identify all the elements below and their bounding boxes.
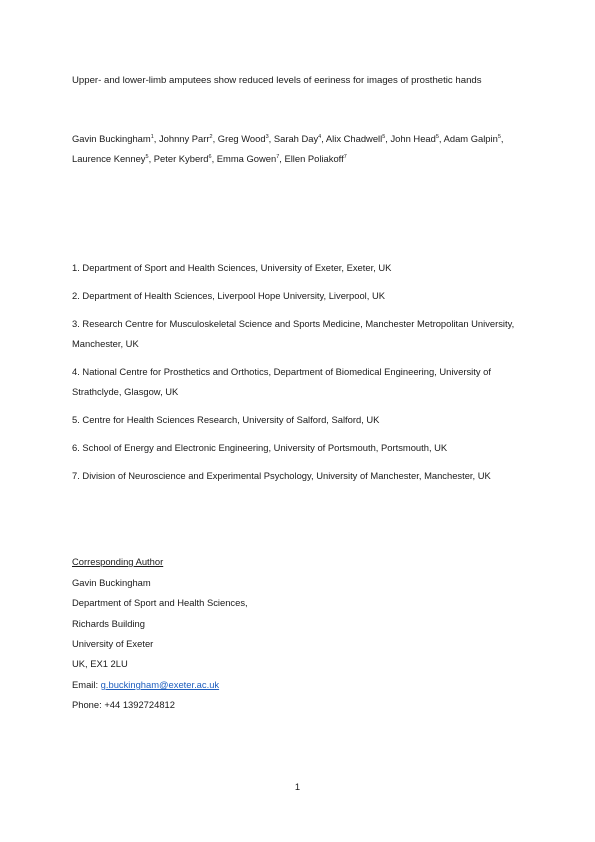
author: Adam Galpin$^5$, bbox=[443, 133, 504, 144]
corresponding-author-postcode: UK, EX1 2LU bbox=[72, 658, 128, 669]
affiliation-4: 4. National Centre for Prosthetics and Orthotics, Department of Biomedical Engineering, University of Strathclyde, Glasgow, UK bbox=[72, 366, 491, 397]
corresponding-author-building: Richards Building bbox=[72, 618, 145, 629]
corresponding-author-department: Department of Sport and Health Sciences, bbox=[72, 597, 248, 608]
author: Emma Gowen$^7$, bbox=[216, 153, 285, 164]
email-label: Email: bbox=[72, 679, 101, 690]
author: Ellen Poliakoff$^7$ bbox=[284, 153, 347, 164]
author: Sarah Day$^4$, bbox=[273, 133, 326, 144]
paper-title: Upper- and lower-limb amputees show reduced levels of eeriness for images of prosthetic hands bbox=[72, 75, 482, 86]
email-link[interactable]: g.buckingham@exeter.ac.uk bbox=[100, 679, 220, 690]
corresponding-author-name: Gavin Buckingham bbox=[72, 577, 151, 588]
author: John Head$^5$, bbox=[390, 133, 444, 144]
affiliation-6: 6. School of Energy and Electronic Engineering, University of Portsmouth, Portsmouth, UK bbox=[72, 442, 448, 453]
author: Laurence Kenney$^5$, bbox=[72, 153, 154, 164]
affiliation-3: 3. Research Centre for Musculoskeletal Science and Sports Medicine, Manchester Metropolitan University, Manchester, UK bbox=[72, 318, 515, 349]
corresponding-author-email-line bbox=[72, 678, 219, 691]
affiliation-7: 7. Division of Neuroscience and Experimental Psychology, University of Manchester, Manchester, UK bbox=[72, 470, 491, 481]
author: Greg Wood$^3$, bbox=[217, 133, 274, 144]
author-list bbox=[72, 129, 532, 169]
corresponding-author-phone: Phone: +44 1392724812 bbox=[72, 699, 175, 710]
affiliation-1: 1. Department of Sport and Health Sciences, University of Exeter, Exeter, UK bbox=[72, 262, 392, 273]
author: Gavin Buckingham$^1$, bbox=[72, 133, 159, 144]
affiliation-2: 2. Department of Health Sciences, Liverpool Hope University, Liverpool, UK bbox=[72, 290, 385, 301]
author: Johnny Parr$^2$, bbox=[158, 133, 218, 144]
page-number: 1 bbox=[294, 781, 301, 792]
affiliation-5: 5. Centre for Health Sciences Research, University of Salford, Salford, UK bbox=[72, 414, 380, 425]
author: Alix Chadwell$^5$, bbox=[325, 133, 391, 144]
corresponding-author-heading: Corresponding Author bbox=[72, 556, 164, 567]
author: Peter Kyberd$^6$, bbox=[153, 153, 217, 164]
corresponding-author-university: University of Exeter bbox=[72, 638, 154, 649]
